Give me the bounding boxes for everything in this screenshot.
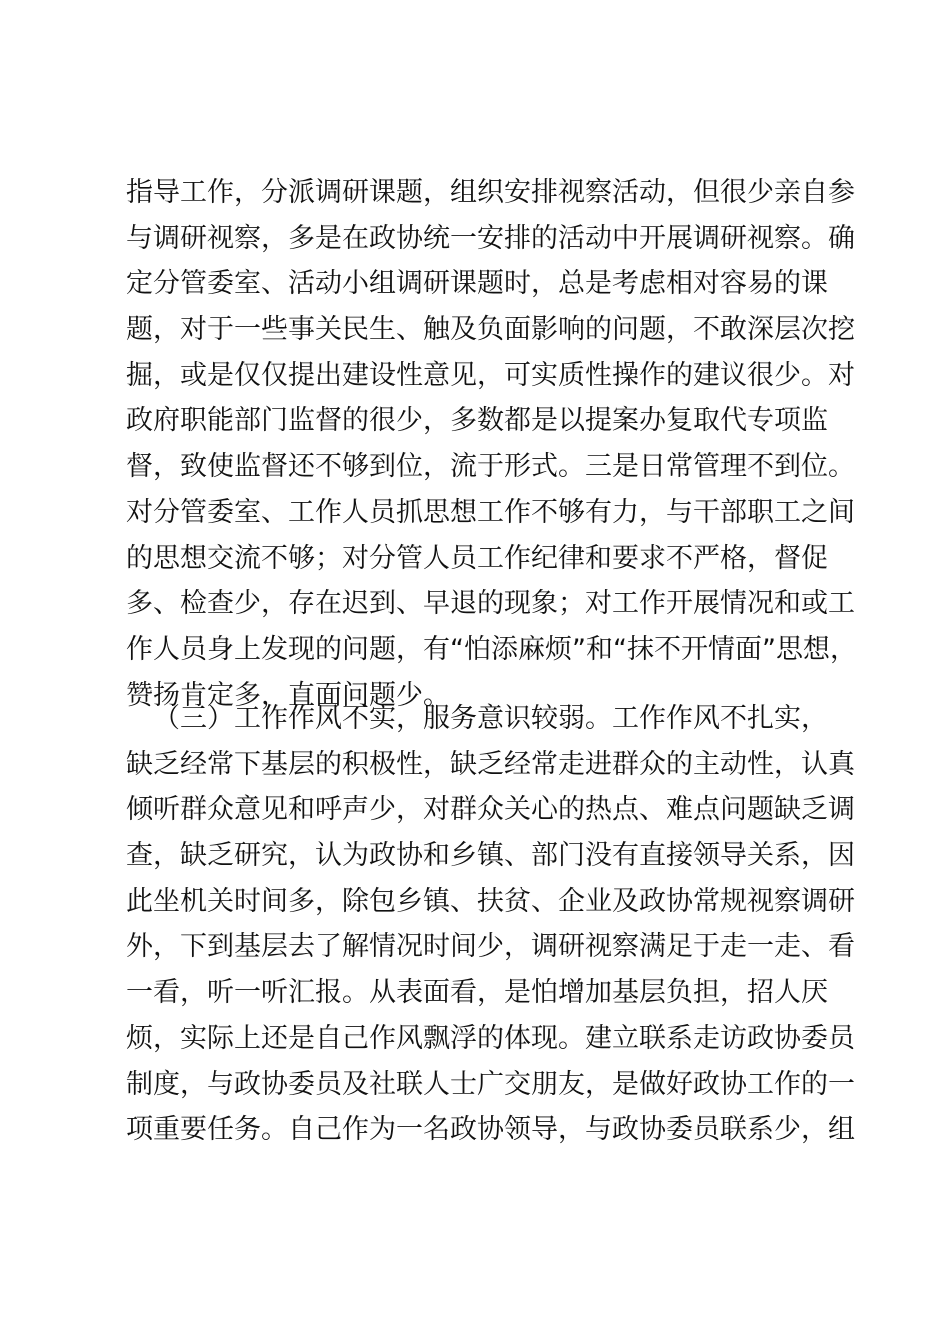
text-line: 一看，听一听汇报。从表面看，是怕增加基层负担，招人厌	[126, 977, 828, 1009]
text-line: 缺乏经常下基层的积极性，缺乏经常走进群众的主动性，认真	[126, 748, 855, 780]
text-line: 掘，或是仅仅提出建设性意见，可实质性操作的建议很少。对	[126, 359, 855, 391]
text-line: 题，对于一些事关民生、触及负面影响的问题，不敢深层次挖	[126, 314, 855, 346]
text-line: 对分管委室、工作人员抓思想工作不够有力，与干部职工之间	[126, 496, 855, 528]
text-line: 制度，与政协委员及社联人士广交朋友，是做好政协工作的一	[126, 1068, 855, 1100]
text-line: 烦，实际上还是自己作风飘浮的体现。建立联系走访政协委员	[126, 1022, 855, 1054]
text-line: 项重要任务。自己作为一名政协领导，与政协委员联系少，组	[126, 1114, 855, 1146]
text-line: 督，致使监督还不够到位，流于形式。三是日常管理不到位。	[126, 451, 855, 483]
paragraph-continuation	[126, 170, 857, 718]
text-line: 赞扬肯定多，直面问题少。	[126, 679, 450, 711]
text-line: 的思想交流不够；对分管人员工作纪律和要求不严格，督促	[126, 542, 828, 574]
text-line: 外，下到基层去了解情况时间少，调研视察满足于走一走、看	[126, 931, 855, 963]
text-line: 定分管委室、活动小组调研课题时，总是考虑相对容易的课	[126, 268, 828, 300]
text-line: 作人员身上发现的问题，有“怕添麻烦”和“抹不开情面”思想，	[126, 633, 857, 665]
text-line: 此坐机关时间多，除包乡镇、扶贫、企业及政协常规视察调研	[126, 885, 855, 917]
text-line: 查，缺乏研究，认为政协和乡镇、部门没有直接领导关系，因	[126, 840, 855, 872]
text-line: 倾听群众意见和呼声少，对群众关心的热点、难点问题缺乏调	[126, 794, 855, 826]
text-line: （三）工作作风不实，服务意识较弱。工作作风不扎实，	[153, 703, 828, 734]
text-line: 多、检查少，存在迟到、早退的现象；对工作开展情况和或工	[126, 588, 855, 620]
paragraph-section-three	[126, 696, 855, 1153]
text-line: 与调研视察，多是在政协统一安排的活动中开展调研视察。确	[126, 222, 855, 254]
text-line: 政府职能部门监督的很少，多数都是以提案办复取代专项监	[126, 405, 828, 437]
text-line: 指导工作，分派调研课题，组织安排视察活动，但很少亲自参	[126, 177, 855, 208]
